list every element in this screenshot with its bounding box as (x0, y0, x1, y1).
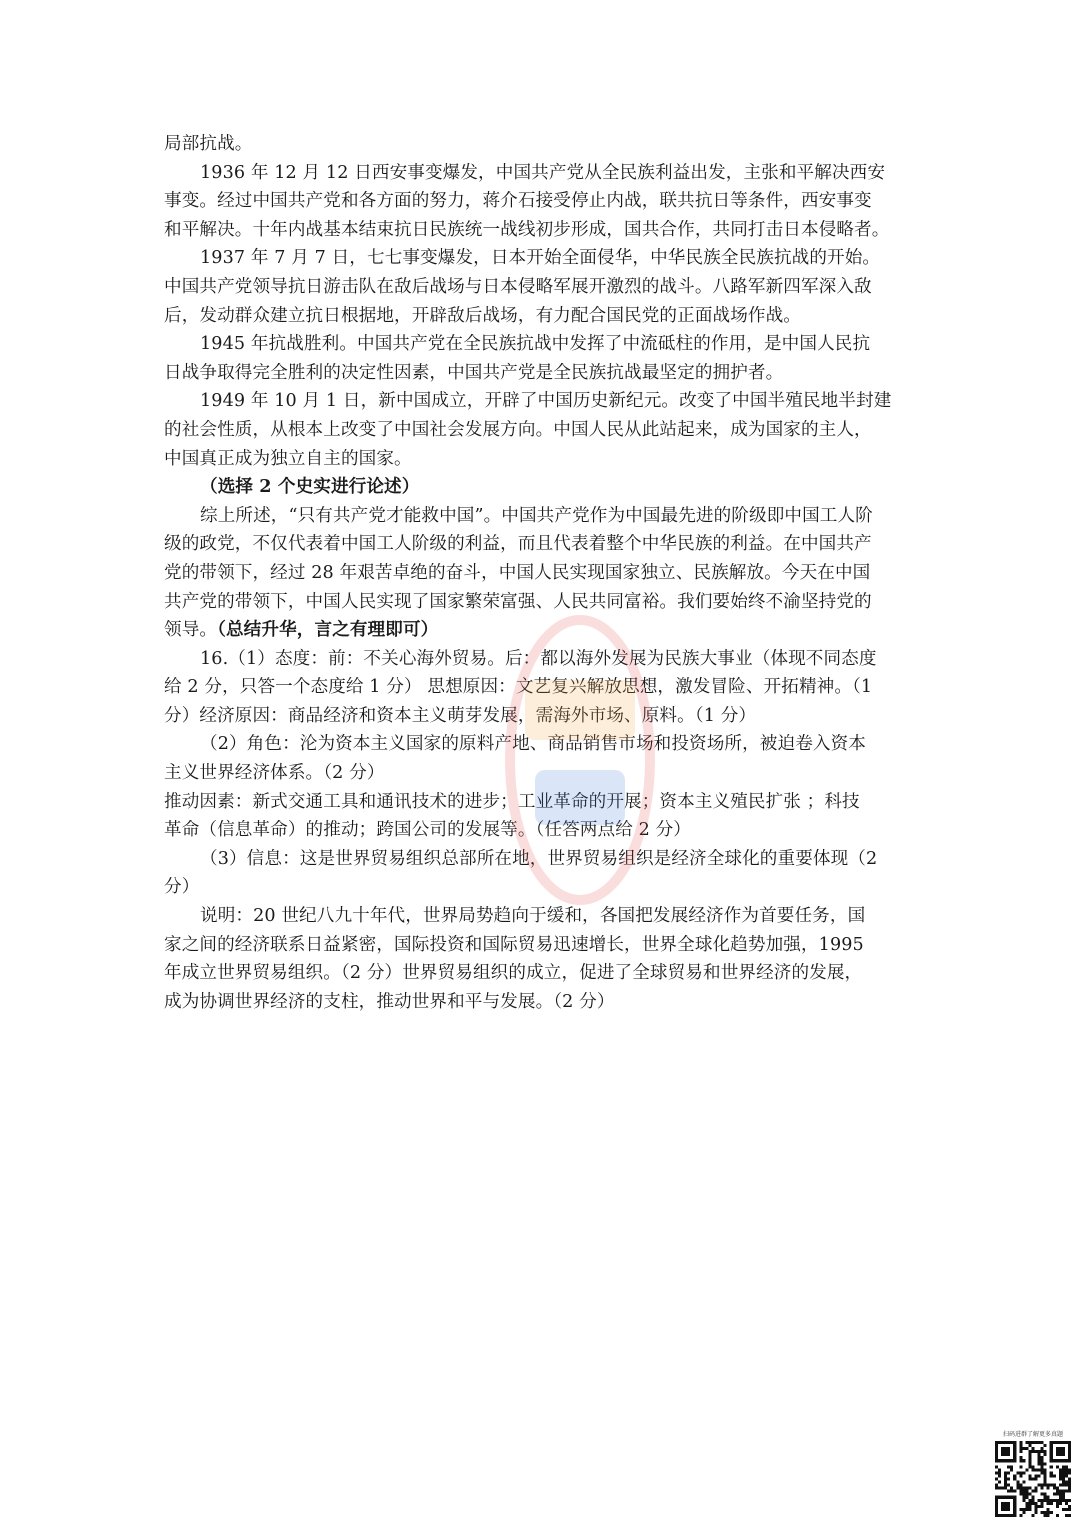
text-line: （选择 2 个史实进行论述） (200, 476, 420, 498)
text-line: 后，发动群众建立抗日根据地，开辟敌后战场，有力配合国民党的正面战场作战。 (164, 305, 801, 326)
text-line: 共产党的带领下，中国人民实现了国家繁荣富强、人民共同富裕。我们要始终不渝坚持党的 (164, 591, 872, 612)
text-line: 1936 年 12 月 12 日西安事变爆发，中国共产党从全民族利益出发，主张和平解决西安 (200, 162, 886, 183)
text-line: 局部抗战。 (164, 134, 253, 154)
text-line: 中国共产党领导抗日游击队在敌后战场与日本侵略军展开激烈的战斗。八路军新四军深入敌 (164, 276, 872, 297)
qr-code-icon[interactable] (995, 1441, 1071, 1517)
text-line: 事变。经过中国共产党和各方面的努力，蒋介石接受停止内战，联共抗日等条件，西安事变 (164, 191, 872, 212)
qr-caption: 扫码进群了解更多真题 (1002, 1431, 1063, 1438)
text-line: 1945 年抗战胜利。中国共产党在全民族抗战中发挥了中流砥柱的作用，是中国人民抗 (200, 334, 871, 355)
text-line: 成为协调世界经济的支柱，推动世界和平与发展。（2 分） (164, 991, 615, 1012)
text-line: 推动因素：新式交通工具和通讯技术的进步；工业革命的开展；资本主义殖民扩张 ；科技 (164, 791, 860, 812)
text-line: 主义世界经济体系。（2 分） (164, 763, 385, 784)
text-line-mixed (164, 616, 920, 645)
text-line: 年成立世界贸易组织。（2 分）世界贸易组织的成立，促进了全球贸易和世界经济的发展， (164, 963, 863, 984)
text-line-plain: 领导。 (164, 620, 218, 641)
text-line: 分）经济原因：商品经济和资本主义萌芽发展，需海外市场、原料。（1 分） (164, 705, 757, 726)
text-line-bold-note: （总结升华，言之有理即可） (217, 619, 439, 641)
text-line: 革命（信息革命）的推动；跨国公司的发展等。（任答两点给 2 分） (164, 820, 692, 841)
text-line: 级的政党，不仅代表着中国工人阶级的利益，而且代表着整个中华民族的利益。在中国共产 (164, 534, 872, 555)
text-line: （3）信息：这是世界贸易组织总部所在地，世界贸易组织是经济全球化的重要体现（2 (200, 848, 878, 869)
text-line: 日战争取得完全胜利的决定性因素，中国共产党是全民族抗战最坚定的拥护者。 (164, 362, 784, 383)
qr-code-block (994, 1431, 1072, 1517)
text-line: 分） (164, 877, 200, 898)
text-line: 和平解决。十年内战基本结束抗日民族统一战线初步形成，国共合作，共同打击日本侵略者。 (164, 219, 890, 240)
text-line: 中国真正成为独立自主的国家。 (164, 448, 412, 469)
text-line: 说明：20 世纪八九十年代，世界局势趋向于缓和，各国把发展经济作为首要任务，国 (200, 906, 866, 927)
text-line: 1937 年 7 月 7 日，七七事变爆发，日本开始全面侵华，中华民族全民族抗战的开始。 (200, 248, 881, 269)
text-line: （2）角色：沦为资本主义国家的原料产地、商品销售市场和投资场所，被迫卷入资本 (200, 734, 866, 755)
document-body (164, 130, 920, 1016)
text-line: 16.（1）态度：前：不关心海外贸易。后：都以海外发展为民族大事业（体现不同态度 (200, 648, 877, 669)
text-line: 给 2 分，只答一个态度给 1 分） 思想原因：文艺复兴解放思想，激发冒险、开拓精神。（1 (164, 677, 873, 698)
text-line: 家之间的经济联系日益紧密，国际投资和国际贸易迅速增长，世界全球化趋势加强，1995 (164, 934, 864, 955)
text-line: 党的带领下，经过 28 年艰苦卓绝的奋斗，中国人民实现国家独立、民族解放。今天在中国 (164, 562, 871, 583)
text-line: 的社会性质，从根本上改变了中国社会发展方向。中国人民从此站起来，成为国家的主人， (164, 419, 872, 440)
text-line: 1949 年 10 月 1 日，新中国成立，开辟了中国历史新纪元。改变了中国半殖民地半封建 (200, 391, 892, 412)
text-line: 综上所述，“只有共产党才能救中国”。中国共产党作为中国最先进的阶级即中国工人阶 (200, 505, 873, 526)
